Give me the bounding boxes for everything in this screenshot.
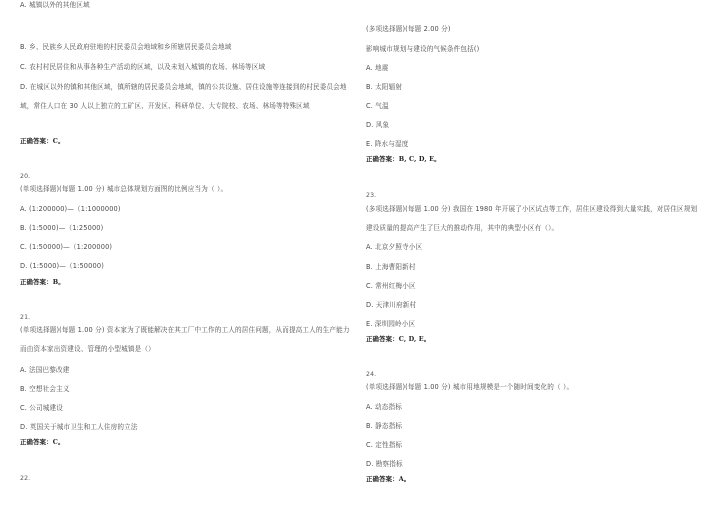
q20-stem: (单项选择题)(每题 1.00 分) 城市总体规划方面图的比例应当为（ ）。 [20,185,228,193]
q24-option-a: A. 动态指标 [366,403,403,411]
q24-option-c: C. 定性指标 [366,441,403,449]
q24-answer: 正确答案：A。 [366,475,411,483]
q22-stem-header: (多项选择题)(每题 2.00 分) [366,25,451,33]
q19-option-d: D. 在城区以外的镇和其他区域，镇所辖的居民委员会地域，镇的公共设施、居住设施等连接到的村民委员会地域，常住人口在 30 人以上独立的工矿区、开发区、科研单位、大专院校、农场、林场等特殊区域 [20,83,347,110]
q23-option-c: C. 常州红梅小区 [366,282,416,290]
q24-number: 24. [366,371,377,378]
q20-number: 20. [20,173,31,180]
q22-number: 22. [20,475,31,482]
q23-option-e: E. 深圳园岭小区 [366,320,416,328]
q23-stem: (多项选择题)(每题 1.00 分) 我国在 1980 年开展了小区试点等工作，居住区建设得到大量实践，对居住区规划建设质量的提高产生了巨大的推动作用，其中的典型小区有（）。 [366,205,698,232]
q20-option-b: B. (1:5000)—（1:25000) [20,224,104,232]
q24-option-b: B. 静态指标 [366,422,403,430]
q21-number: 21. [20,314,31,321]
q19-answer: 正确答案：C。 [20,137,65,145]
q19-option-a: A. 城镇以外的其他区域 [20,1,90,9]
q22-option-d: D. 风象 [366,121,390,129]
q24-stem: (单项选择题)(每题 1.00 分) 城市用地规模是一个随时间变化的（ ）。 [366,383,574,391]
q20-answer: 正确答案：B。 [20,278,65,286]
q23-option-d: D. 天津川府新村 [366,301,417,309]
q20-option-a: A. (1:200000)—（1:1000000) [20,205,121,213]
q21-stem: (单项选择题)(每题 1.00 分) 资本家为了既能解决在其工厂中工作的工人的居住问题，从而提高工人的生产能力而由资本家出资建设、管理的小型城镇是（） [20,326,350,353]
q22-stem: 影响城市规划与建设的气候条件包括() [366,45,480,53]
q20-option-d: D. (1:5000)—（1:50000) [20,262,104,270]
q23-answer: 正确答案：C, D, E。 [366,335,431,343]
q20-option-c: C. (1:50000)—（1:200000) [20,243,113,251]
q19-option-b: B. 乡、民族乡人民政府驻地的村民委员会地域和乡所辖居民委员会地域 [20,43,232,51]
q21-option-b: B. 空想社会主义 [20,385,70,393]
q22-option-b: B. 太阳辐射 [366,83,403,91]
q22-option-c: C. 气温 [366,102,389,110]
q22-option-e: E. 降水与湿度 [366,140,409,148]
q21-option-c: C. 公司城建设 [20,404,63,412]
q23-option-a: A. 北京夕照寺小区 [366,243,423,251]
q22-option-a: A. 地震 [366,64,389,72]
q21-answer: 正确答案：C。 [20,438,65,446]
q24-option-d: D. 勘察指标 [366,460,403,468]
q21-option-a: A. 法国巴黎改建 [20,366,70,374]
q23-number: 23. [366,192,377,199]
q21-option-d: D. 英国关于城市卫生和工人住房的立法 [20,423,138,431]
q22-answer: 正确答案：B, C, D, E。 [366,155,441,163]
q23-option-b: B. 上海曹阳新村 [366,263,416,271]
q19-option-c: C. 农村村民居住和从事各种生产活动的区域，以及未划入城镇的农场、林场等区域 [20,63,266,71]
